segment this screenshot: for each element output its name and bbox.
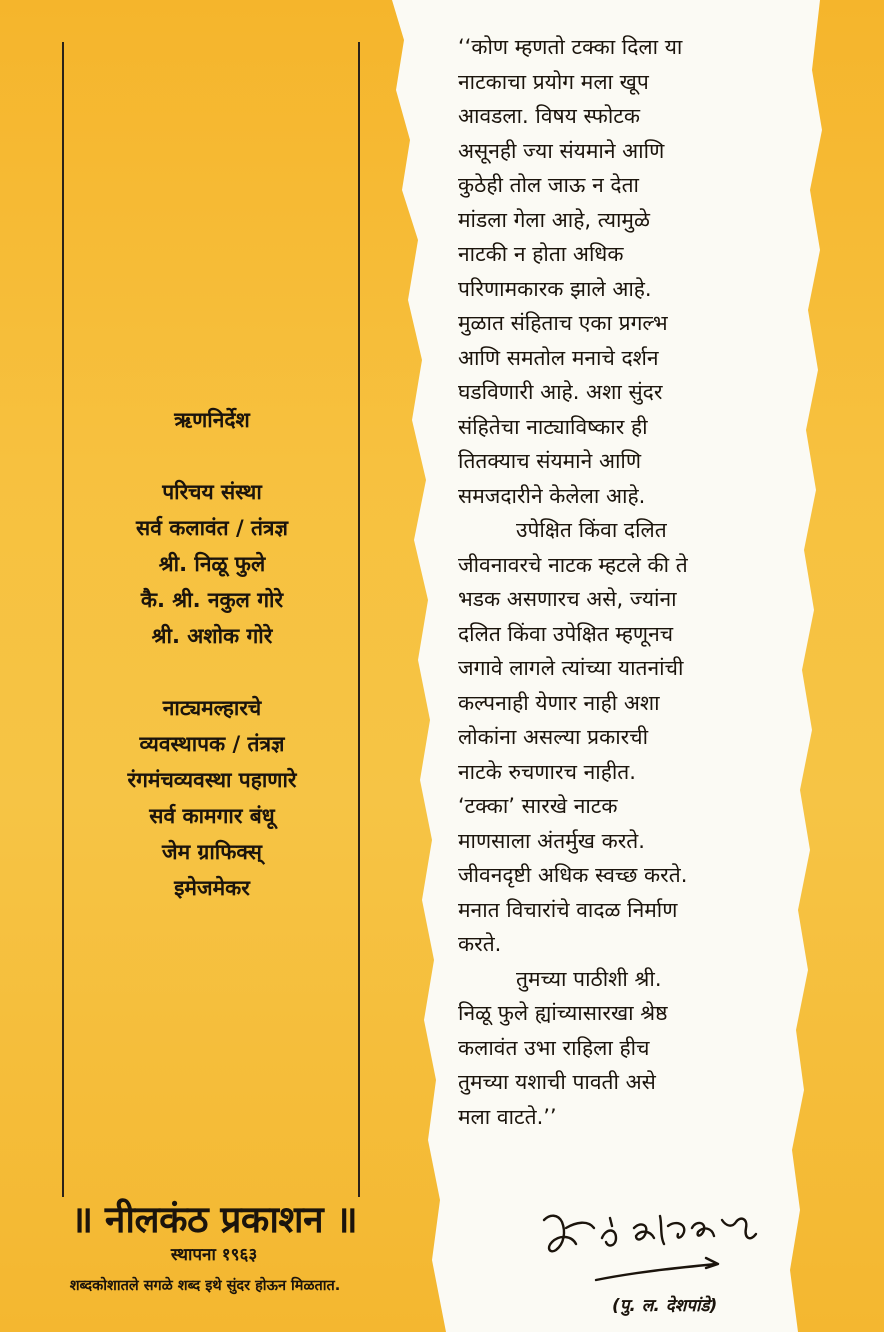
credit-line: श्री. निळू फुले (158, 552, 266, 576)
credit-line: नाट्यमल्हारचे (162, 696, 262, 720)
quote-line: लोकांना असल्या प्रकारची (458, 725, 649, 749)
quote-line: भडक असणारच असे, ज्यांना (458, 587, 677, 611)
credit-line: सर्व कामगार बंधू (149, 804, 275, 828)
quote-text (458, 30, 758, 1134)
quote-line: ‘टक्का’ सारखे नाटक (458, 794, 618, 818)
quote-line: कलावंत उभा राहिला हीच (458, 1035, 650, 1060)
credit-line: सर्व कलावंत / तंत्रज्ञ (136, 516, 288, 540)
publisher-tagline: शब्दकोशातले सगळे शब्द इथे सुंदर होऊन मिळतात. (69, 1278, 341, 1294)
quote-line: जीवनदृष्टी अधिक स्वच्छ करते. (458, 863, 688, 887)
quote-line: मला वाटते.’’ (458, 1104, 557, 1129)
quote-line: माणसाला अंतर्मुख करते. (458, 828, 645, 853)
quote-line: घडविणारी आहे. अशा सुंदर (458, 380, 663, 404)
quote-line: निळू फुले ह्यांच्यासारखा श्रेष्ठ (458, 1001, 668, 1025)
acknowledgements-block (64, 402, 360, 906)
quote-line: उपेक्षित किंवा दलित (516, 518, 667, 542)
quote-line: दलित किंवा उपेक्षित म्हणूनच (458, 621, 674, 646)
quote-line: कल्पनाही येणार नाही अशा (458, 690, 660, 715)
quote-line: तितक्याच संयमाने आणि (458, 449, 642, 473)
credit-line: रंगमंचव्यवस्था पहाणारे (127, 768, 297, 792)
quote-line: मनात विचारांचे वादळ निर्माण (458, 897, 678, 922)
credit-line: जेम ग्राफिक्स् (162, 840, 262, 864)
quote-line: तुमच्या पाठीशी श्री. (516, 966, 662, 991)
quote-line: जगावे लागले त्यांच्या यातनांची (458, 656, 684, 680)
quote-line: आवडला. विषय स्फोटक (458, 104, 641, 128)
credit-line: कै. श्री. नकुल गोरे (140, 588, 284, 612)
credit-line: परिचय संस्था (162, 480, 262, 504)
credit-line: इमेजमेकर (174, 876, 250, 900)
quote-line: नाटकी न होता अधिक (458, 242, 624, 266)
quote-line: असूनही ज्या संयमाने आणि (458, 138, 665, 163)
quote-line: परिणामकारक झाले आहे. (458, 276, 652, 301)
quote-line: नाटकाचा प्रयोग मला खूप (458, 69, 649, 94)
quote-line: तुमच्या यशाची पावती असे (458, 1070, 656, 1094)
quote-line: ‘‘कोण म्हणतो टक्का दिला या (458, 35, 683, 59)
quote-line: मुळात संहिताच एका प्रगल्भ (458, 311, 668, 335)
credit-line: श्री. अशोक गोरे (151, 624, 273, 648)
quote-line: कुठेही तोल जाऊ न देता (458, 173, 639, 197)
quote-line: जीवनावरचे नाटक म्हटले की ते (458, 552, 688, 577)
publisher-established: स्थापना १९६३ (170, 1245, 258, 1265)
handwritten-signature (536, 1198, 776, 1294)
quote-line: नाटके रुचणारच नाहीत. (458, 759, 636, 784)
acknowledgements-heading: ऋणनिर्देश (174, 408, 250, 432)
quote-line: मांडला गेला आहे, त्यामुळे (458, 207, 650, 232)
quote-line: संहितेचा नाट्याविष्कार ही (458, 414, 648, 439)
quote-line: आणि समतोल मनाचे दर्शन (458, 345, 659, 370)
quote-line: समजदारीने केलेला आहे. (458, 483, 646, 508)
publisher-title: ॥ नीलकंठ प्रकाशन ॥ (70, 1198, 358, 1241)
quote-line: करते. (458, 932, 502, 956)
credit-line: व्यवस्थापक / तंत्रज्ञ (139, 732, 285, 756)
signature-name: (पु. ल. देशपांडे) (612, 1296, 718, 1316)
